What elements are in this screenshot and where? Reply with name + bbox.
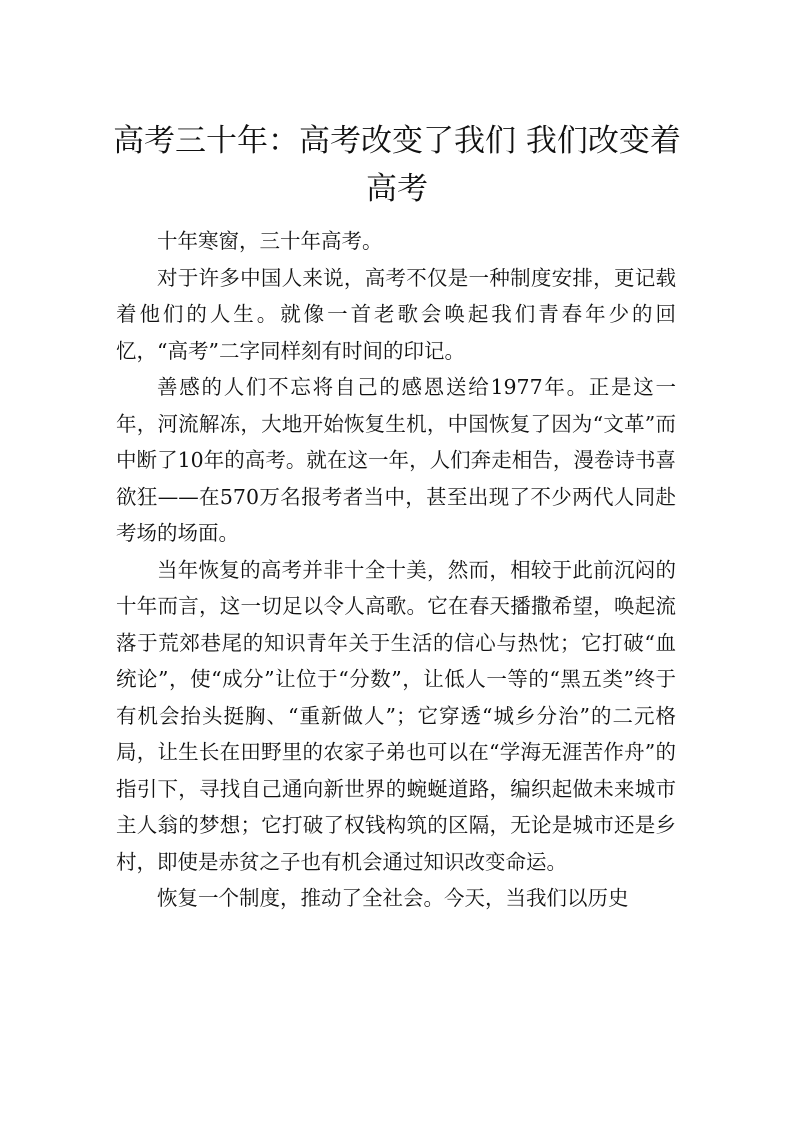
paragraph-1: 十年寒窗，三十年高考。 — [157, 229, 383, 253]
document-body — [116, 223, 676, 917]
paragraph-3: 善感的人们不忘将自己的感恩送给1977年。正是这一年，河流解冻，大地开始恢复生机，中国恢复了因为“文革”而中断了10年的高考。就在这一年，人们奔走相告，漫卷诗书喜欲狂——在570万名报考者当中，甚至出现了不少两代人同赴考场的场面。 — [116, 375, 676, 545]
paragraph-5: 恢复一个制度，推动了全社会。今天，当我们以历史 — [157, 886, 629, 910]
paragraph-4: 当年恢复的高考并非十全十美，然而，相较于此前沉闷的十年而言，这一切足以令人高歌。它在春天播撒希望，唤起流落于荒郊巷尾的知识青年关于生活的信心与热忱；它打破“血统论”，使“成分”让位于“分数”，让低人一等的“黑五类”终于有机会抬头挺胸、“重新做人”；它穿透“城乡分治”的二元格局，让生长在田野里的农家子弟也可以在“学海无涯苦作舟”的指引下，寻找自己通向新世界的蜿蜒道路，编织起做未来城市主人翁的梦想；它打破了权钱构筑的区隔，无论是城市还是乡村，即使是赤贫之子也有机会通过知识改变命运。 — [116, 557, 676, 874]
document-title: 高考三十年：高考改变了我们 我们改变着高考 — [113, 122, 681, 207]
paragraph-2: 对于许多中国人来说，高考不仅是一种制度安排，更记载着他们的人生。就像一首老歌会唤起我们青春年少的回忆，“高考”二字同样刻有时间的印记。 — [116, 265, 676, 363]
